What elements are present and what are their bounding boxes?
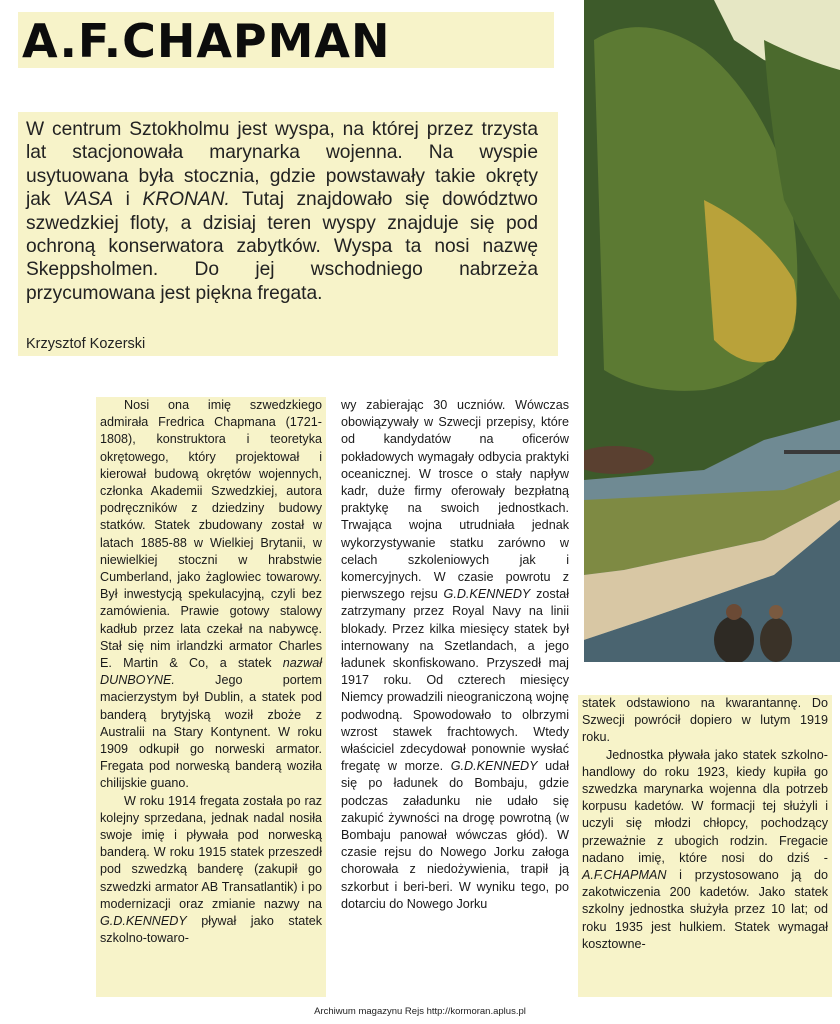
photo-person-left [714,616,754,662]
col2-text-3: udał się po ładunek do Bombaju, gdzie podczas załadunku nie udało się zakupić żywności na drogę powrotną (w Bombaju panował wówczas głód). W czasie rejsu do Nowego Jorku załoga chorowała z niedożywienia, trapił ją szkorbut i beri-beri. W wyniku tego, po dotarciu do Nowego Jorku [341,759,569,911]
photo-person-right [760,618,792,662]
col2-text-2: został zatrzymany przez Royal Navy na linii blokady. Przez kilka miesięcy statek był internowany na Szetlandach, a jego ładunek skonfiskowano. Przyszedł maj 1917 roku. Od czterech miesięcy Niemcy prowadzili nieograniczoną wojnę podwodną. Spowodowało to olbrzymi wzrost stawek frachtowych. Wtedy właściciel zdecydował ponownie wysłać fregatę w morze. [341,587,569,774]
article-title: A.F.CHAPMAN [22,14,391,68]
article-column-2 [341,397,569,997]
column-3-paragraph-2 [582,747,828,953]
waterfront-photo [584,0,840,662]
photo-person-right-head [769,605,783,619]
col1-p2-text-1: W roku 1914 fregata została po raz kolejny sprzedana, jednak nadal nosiła swoje imię i pływała pod norweską banderą. W roku 1915 statek przeszedł pod szwedzką banderę (zakupił go szwedzki armator AB Transatlantik) i po modernizacji oraz zmianie nazwy na [100,793,322,911]
lead-paragraph [26,118,538,305]
article-column-1 [96,397,326,997]
lead-ship-kronan: KRONAN. [142,189,230,211]
col1-p2-text-2: pływał jako statek szkolno-towaro- [100,914,322,946]
col3-p2-text-2: i przystosowano ją do zakotwiczenia 200 kadetów. Jako statek szkolny jednostka służyła przez 10 lat; od roku 1935 jest hulkiem. Statek wymagał kosztowne- [582,868,828,951]
col2-ship-name-1: G.D.KENNEDY [443,587,531,602]
lead-text-1: W centrum Sztokholmu jest wyspa, na której przez trzysta lat stacjonowała marynarka wojenna. Na wyspie usytuowana była stocznia, gdzie powstawały takie okręty jak [26,119,538,211]
archive-footer: Archiwum magazynu Rejs http://kormoran.aplus.pl [314,1006,526,1017]
article-column-3 [578,695,832,997]
author-name: Krzysztof Kozerski [26,336,146,352]
lead-text-3: Tutaj znajdowało się dowództwo szwedzkiej floty, a dzisiaj teren wyspy znajduje się pod ochroną konserwatora zabytków. Wyspa ta nosi nazwę Skeppsholmen. Do jej wschodniego nabrzeża przycumowana jest piękna fregata. [26,189,538,304]
col1-p1-text-2: Jego portem macierzystym był Dublin, a statek pod banderą brytyjską woził zboże z Australii na Stary Kontynent. W roku 1909 odkupił go norweski armator. Fregata pod norweską banderą woziła chilijskie guano. [100,673,322,791]
col2-ship-name-2: G.D.KENNEDY [450,759,538,774]
column-3-paragraph-1: statek odstawiono na kwarantannę. Do Szwecji powrócił dopiero w lutym 1919 roku. [582,696,828,745]
photo-pier [784,450,840,454]
column-1-paragraph-1 [100,397,322,793]
photo-person-left-head [726,604,742,620]
col3-p2-text-1: Jednostka pływała jako statek szkolno-handlowy do roku 1923, kiedy kupiła go szwedzka marynarka wojenna dla potrzeb korpusu kadetów. W formacji tej służyli i uczyli się młodzi chłopcy, pochodzący przeważnie z ubogich rodzin. Fregacie nadano imię, które nosi do dziś - [582,747,828,865]
lead-ship-vasa: VASA [63,189,114,211]
photo-trees-waterfront-icon [584,0,840,662]
col3-p2-ship-name: A.F.CHAPMAN [582,868,667,883]
lead-text-2: i [113,189,143,211]
column-2-paragraph-1 [341,397,569,913]
col2-text-1: wy zabierając 30 uczniów. Wówczas obowiązywały w Szwecji przepisy, które od kandydatów na oficerów pokładowych wymagały odbycia praktyki oceanicznej. W trosce o stały napływ kadr, duże firmy oferowały bezpłatną praktykę na swoich jednostkach. Trwająca wojna utrudniała jednak wykorzystywanie statku zarówno w celach szkoleniowych jak i komercyjnych. W czasie powrotu z pierwszego rejsu [341,398,569,602]
column-1-paragraph-2 [100,793,322,948]
col1-p1-text-1: Nosi ona imię szwedzkiego admirała Fredrica Chapmana (1721-1808), konstruktora i teoretyka okrętowego, który projektował i kierował budową okrętów wojennych, członka Akademii Szwedzkiej, autora podręczników z dziedziny budowy statków. Statek zbudowany został w latach 1885-88 w Wielkiej Brytanii, w niewielkiej stoczni w hrabstwie Cumberland, jako żaglowiec towarowy. Był inwestycją spekulacyjną, czyli bez zamówienia. Prawie gotowy stalowy kadłub przez lata czekał na nabywcę. Stał się nim irlandzki armator Charles E. Martin & Co, a statek [100,398,322,671]
col1-p2-ship-name: G.D.KENNEDY [100,914,187,929]
col1-p1-ship-name: nazwał DUNBOYNE. [100,656,322,688]
